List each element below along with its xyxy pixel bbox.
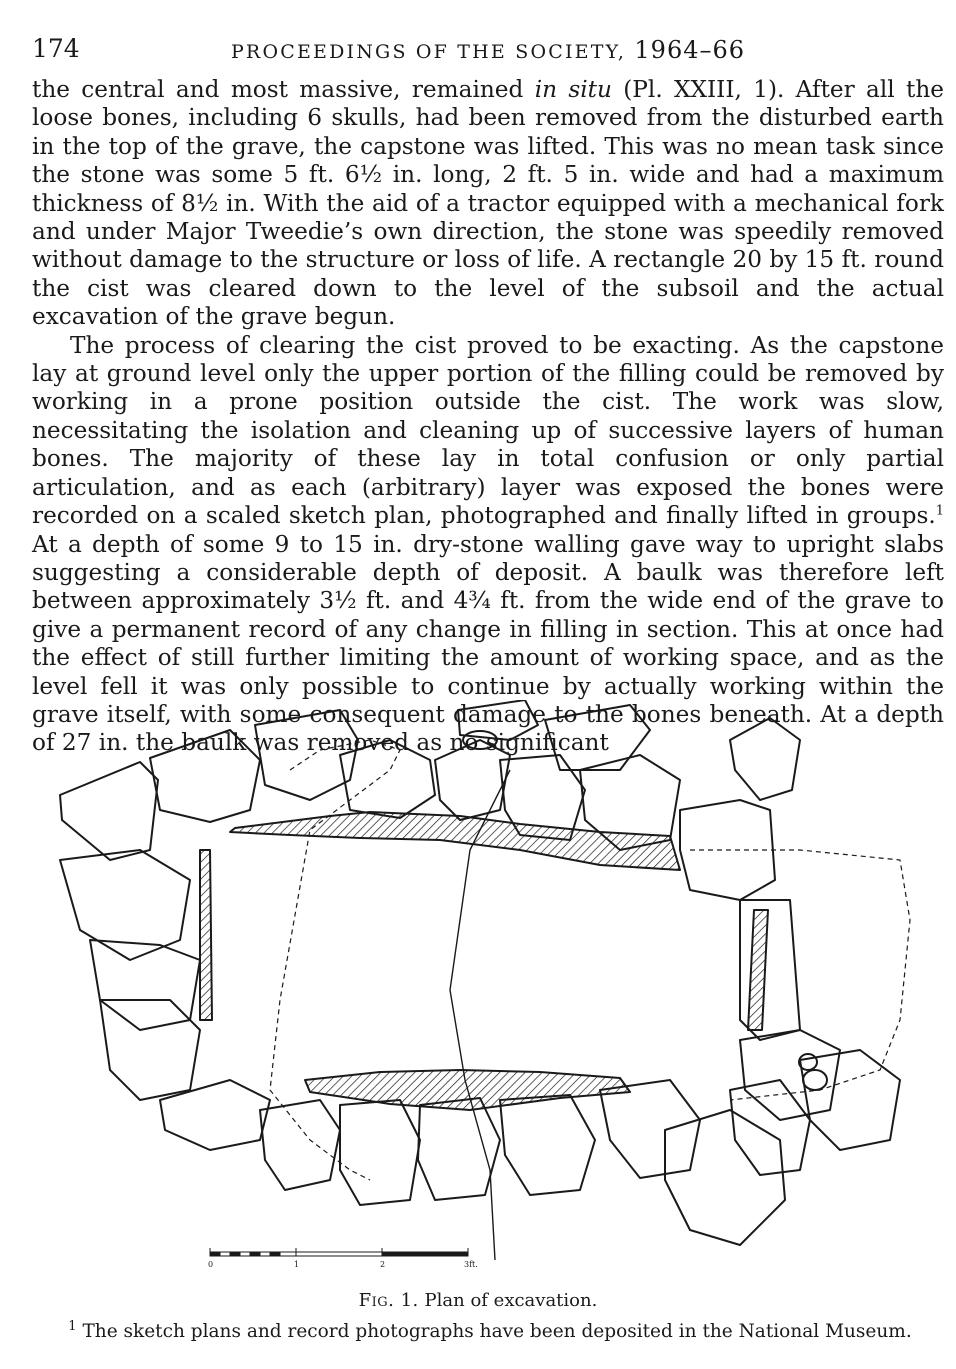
excavation-plan-figure	[40, 700, 920, 1260]
body-text	[32, 76, 944, 758]
paragraph-1	[32, 76, 944, 332]
footnote-reference: 1	[935, 503, 944, 519]
scale-segment-3	[250, 1252, 260, 1256]
stone-bottom-3	[418, 1098, 500, 1200]
stone-top-centre-3	[458, 700, 538, 740]
stone-top-left-2	[150, 730, 260, 822]
right-walling-band	[748, 910, 768, 1030]
stone-bottom-1	[260, 1100, 340, 1190]
running-title-years: 1964–66	[634, 36, 746, 64]
paragraph-2-text-b: At a depth of some 9 to 15 in. dry-stone walling gave way to upright slabs suggesting a considerable depth of deposit. A baulk was therefore left between approximately 3½ ft. and 4¾ ft. from the wide end of the grave to give a permanent record of any change in filling in section. This at once had the effect of still further limiting the amount of working space, and as the level fell it was only possible to continue by actually working within the grave itself, with some consequent damage to the bones beneath. At a depth of 27 in. the baulk was removed as no significant	[32, 530, 944, 757]
scale-label-1: 1	[294, 1260, 300, 1269]
stone-bottom-2	[340, 1100, 420, 1205]
page-number: 174	[32, 34, 80, 63]
stone-top-right-1	[545, 705, 650, 770]
scale-label-3: 3ft.	[464, 1260, 478, 1269]
scale-segment-1	[210, 1252, 220, 1256]
footnote-marker: 1	[68, 1318, 77, 1334]
page-header	[32, 30, 944, 70]
scale-segment-2	[230, 1252, 240, 1256]
scale-bar-drawing	[208, 1244, 478, 1280]
footnote	[0, 1318, 956, 1342]
small-stone-right-2	[799, 1054, 817, 1070]
baulk-outline-dashed-left	[270, 740, 400, 1180]
stone-right-lower-2	[800, 1050, 900, 1150]
excavation-plan-drawing	[40, 700, 920, 1260]
left-walling-band	[200, 850, 212, 1020]
footnote-text: The sketch plans and record photographs have been deposited in the National Museum.	[82, 1321, 912, 1342]
running-title	[32, 36, 944, 64]
upper-walling-band	[230, 812, 680, 870]
stone-top-centre-1	[340, 740, 435, 818]
figure-caption	[0, 1290, 956, 1311]
stone-bottom-4	[500, 1095, 595, 1195]
figure-label: Fig. 1.	[358, 1290, 419, 1311]
stone-bottom-5	[600, 1080, 700, 1178]
stone-top-centre-2	[435, 740, 510, 820]
paragraph-1-italic: in situ	[534, 76, 612, 103]
figure-caption-text: Plan of excavation.	[424, 1290, 598, 1311]
scale-label-0: 0	[208, 1260, 214, 1269]
scale-segment-5	[296, 1252, 382, 1256]
stone-top-left-1	[60, 762, 158, 860]
paragraph-2	[32, 332, 944, 758]
stone-bottom-7	[730, 1080, 810, 1175]
paragraph-1-text-a: the central and most massive, remained	[32, 76, 535, 103]
scale-segment-4	[270, 1252, 280, 1256]
stone-bottom-left-1	[160, 1080, 270, 1150]
stone-top-right-3	[730, 718, 800, 800]
small-stone-right-1	[803, 1070, 827, 1090]
stone-left-lower	[100, 1000, 200, 1100]
stone-bottom-6	[665, 1110, 785, 1245]
scale-label-2: 2	[380, 1260, 386, 1269]
scale-bar	[208, 1244, 478, 1280]
running-title-text: PROCEEDINGS OF THE SOCIETY,	[230, 41, 627, 63]
scale-segment-6	[382, 1252, 468, 1256]
paragraph-1-text-b: (Pl. XXIII, 1). After all the loose bones, including 6 skulls, had been removed from the disturbed earth in the top of the grave, the capstone was lifted. This was no mean task since the stone was some 5 ft. 6½ in. long, 2 ft. 5 in. wide and had a maximum thickness of 8½ in. With the aid of a tractor equipped with a mechanical fork and under Major Tweedie’s own direction, the stone was speedily removed without damage to the structure or loss of life. A rectangle 20 by 15 ft. round the cist was cleared down to the level of the subsoil and the actual excavation of the grave begun.	[32, 76, 944, 331]
paragraph-2-text-a: The process of clearing the cist proved to be exacting. As the capstone lay at ground level only the upper portion of the filling could be removed by working in a prone position outside the cist. The work was slow, necessitating the isolation and cleaning up of successive layers of human bones. The majority of these lay in total confusion or only partial articulation, and as each (arbitrary) layer was exposed the bones were recorded on a scaled sketch plan, photographed and finally lifted in groups.	[32, 331, 944, 530]
